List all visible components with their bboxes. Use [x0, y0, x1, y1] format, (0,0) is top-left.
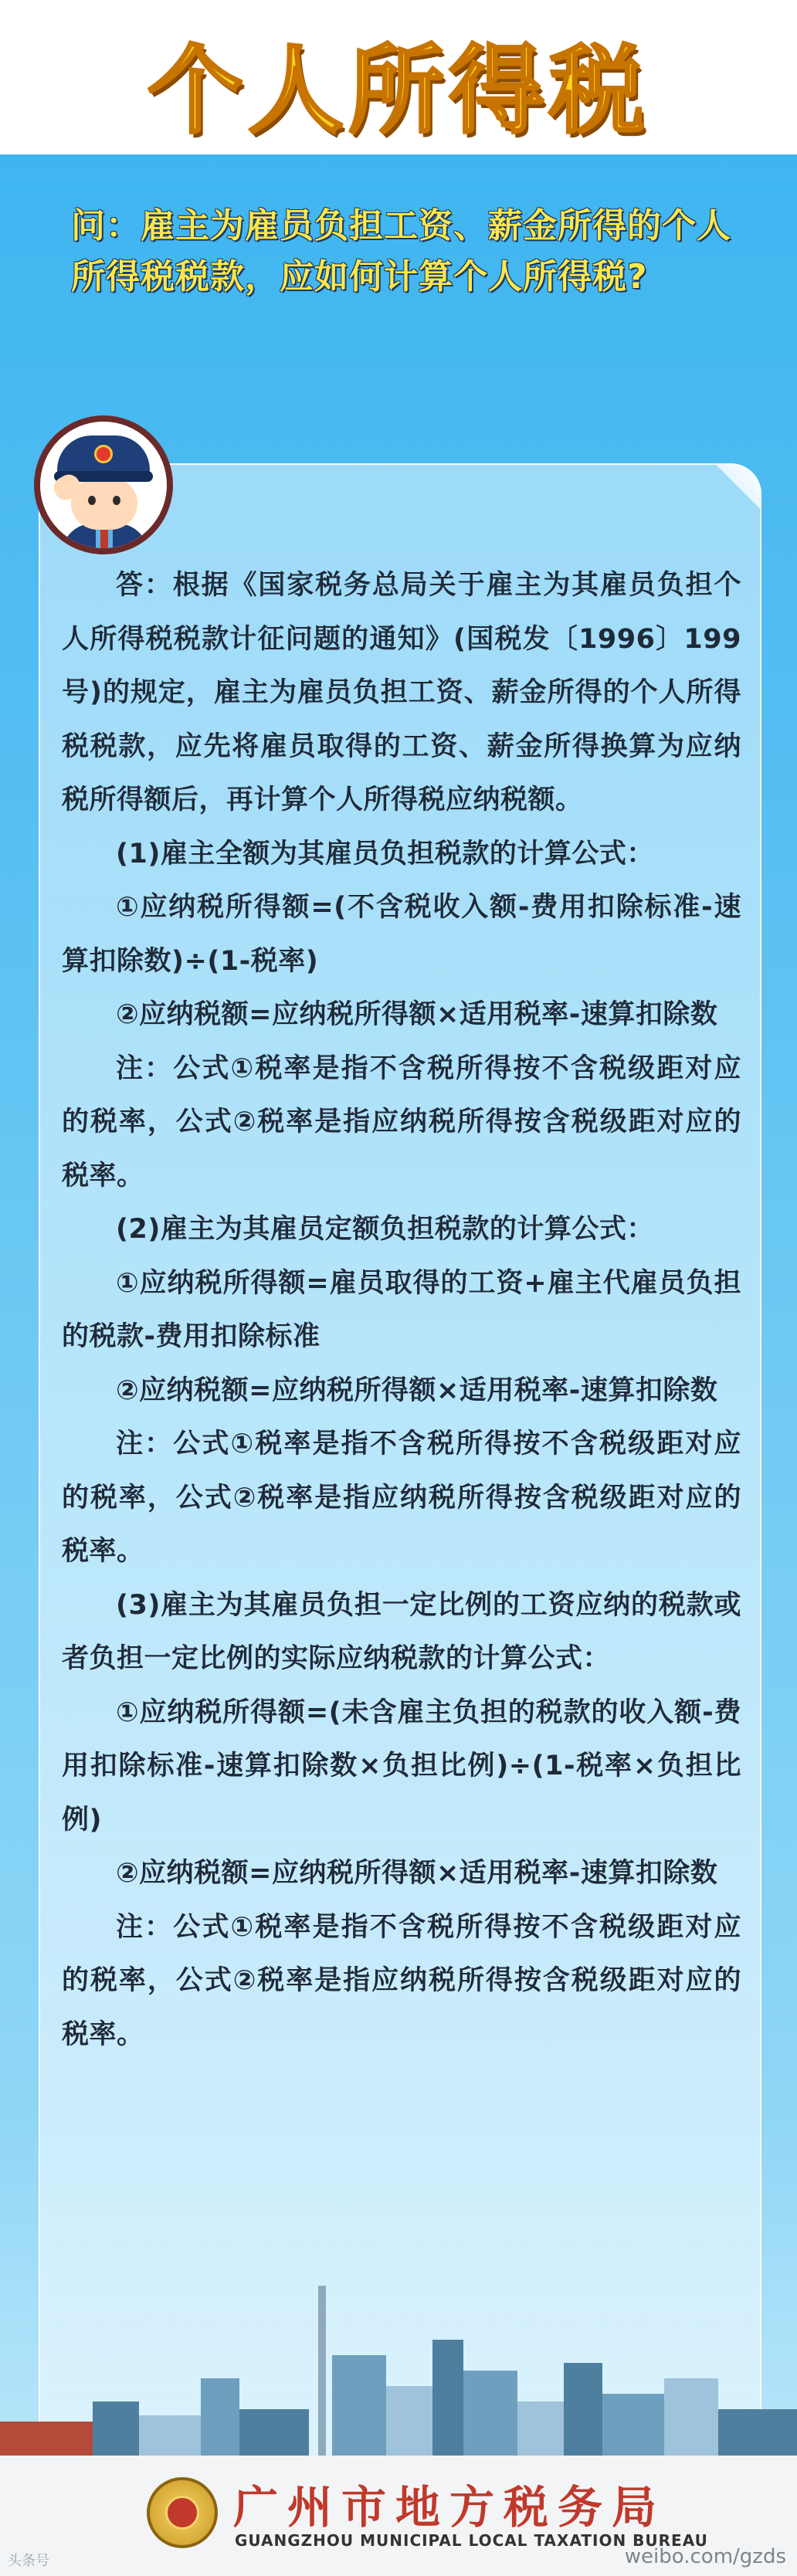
cap-badge-icon — [94, 445, 113, 463]
skyline-building — [564, 2363, 602, 2456]
skyline-building — [139, 2415, 201, 2456]
emblem-center — [165, 2496, 199, 2530]
tax-bureau-emblem-icon — [147, 2477, 218, 2548]
avatar-tie — [100, 530, 108, 551]
city-skyline — [0, 2301, 797, 2456]
section-2-note: 注：公式①税率是指不含税所得按不含税级距对应的税率，公式②税率是指应纳税所得按含税级距对应的税率。 — [62, 1429, 741, 1567]
section-3-formula-2: ②应纳税额=应纳税所得额×适用税率-速算扣除数 — [116, 1858, 718, 1889]
answer-intro: 答：根据《国家税务总局关于雇主为其雇员负担个人所得税税款计征问题的通知》(国税发〔1996〕199号)的规定，雇主为雇员负担工资、薪金所得的个人所得税税款，应先将雇员取得的工资、薪金所得换算为应纳税所得额后，再计算个人所得税应纳税额。 — [62, 570, 741, 815]
skyline-building — [517, 2401, 564, 2456]
avatar-left-eye — [88, 496, 96, 505]
skyline-building — [201, 2378, 239, 2456]
skyline-building — [432, 2340, 463, 2456]
section-1-formula-1: ①应纳税所得额=(不含税收入额-费用扣除标准-速算扣除数)÷(1-税率) — [62, 892, 741, 977]
skyline-building — [664, 2378, 718, 2456]
skyline-building — [332, 2355, 386, 2456]
section-3-note: 注：公式①税率是指不含税所得按不含税级距对应的税率，公式②税率是指应纳税所得按含税级距对应的税率。 — [62, 1911, 741, 2050]
title-band — [0, 0, 797, 154]
avatar-right-eye — [113, 496, 120, 505]
section-1-note: 注：公式①税率是指不含税所得按不含税级距对应的税率，公式②税率是指应纳税所得按含税级距对应的税率。 — [62, 1052, 741, 1191]
page-title: 个人所得税 — [147, 35, 649, 147]
skyline-building — [386, 2386, 432, 2456]
section-3-formula-1: ①应纳税所得额=(未含雇主负担的税款的收入额-费用扣除标准-速算扣除数×负担比例)÷(1-税率×负担比例) — [62, 1696, 741, 1835]
skyline-building — [239, 2409, 309, 2456]
section-2-formula-2: ②应纳税额=应纳税所得额×适用税率-速算扣除数 — [116, 1374, 718, 1406]
skyline-building — [0, 2422, 93, 2456]
canton-tower — [318, 2286, 326, 2456]
question-text: 问：雇主为雇员负担工资、薪金所得的个人所得税税款，应如何计算个人所得税? — [71, 206, 731, 297]
section-2-title: (2)雇主为其雇员定额负担税款的计算公式： — [116, 1214, 654, 1245]
answer-panel — [39, 463, 761, 2511]
skyline-building — [718, 2409, 797, 2456]
section-3-title: (3)雇主为其雇员负担一定比例的工资应纳的税款或者负担一定比例的实际应纳税款的计算公式： — [62, 1589, 741, 1674]
avatar-face — [71, 479, 137, 530]
watermark-weibo: weibo.com/gzds — [624, 2545, 786, 2568]
org-name-english: GUANGZHOU MUNICIPAL LOCAL TAXATION BUREAU — [235, 2531, 708, 2550]
skyline-building — [463, 2371, 517, 2456]
main-panel — [0, 154, 797, 2456]
section-2-formula-1: ①应纳税所得额=雇员取得的工资+雇主代雇员负担的税款-费用扣除标准 — [62, 1267, 741, 1352]
police-officer-avatar-icon — [34, 415, 173, 554]
skyline-building — [602, 2394, 664, 2456]
section-1-formula-2: ②应纳税额=应纳税所得额×适用税率-速算扣除数 — [116, 999, 718, 1030]
footer — [0, 2456, 797, 2576]
org-name-chinese: 广州市地方税务局 — [233, 2481, 666, 2534]
answer-body — [62, 559, 741, 2062]
skyline-building — [93, 2401, 139, 2456]
watermark-left: 头条号 — [8, 2553, 49, 2569]
panel-page-curl — [715, 463, 761, 510]
section-1-title: (1)雇主全额为其雇员负担税款的计算公式： — [116, 838, 654, 869]
